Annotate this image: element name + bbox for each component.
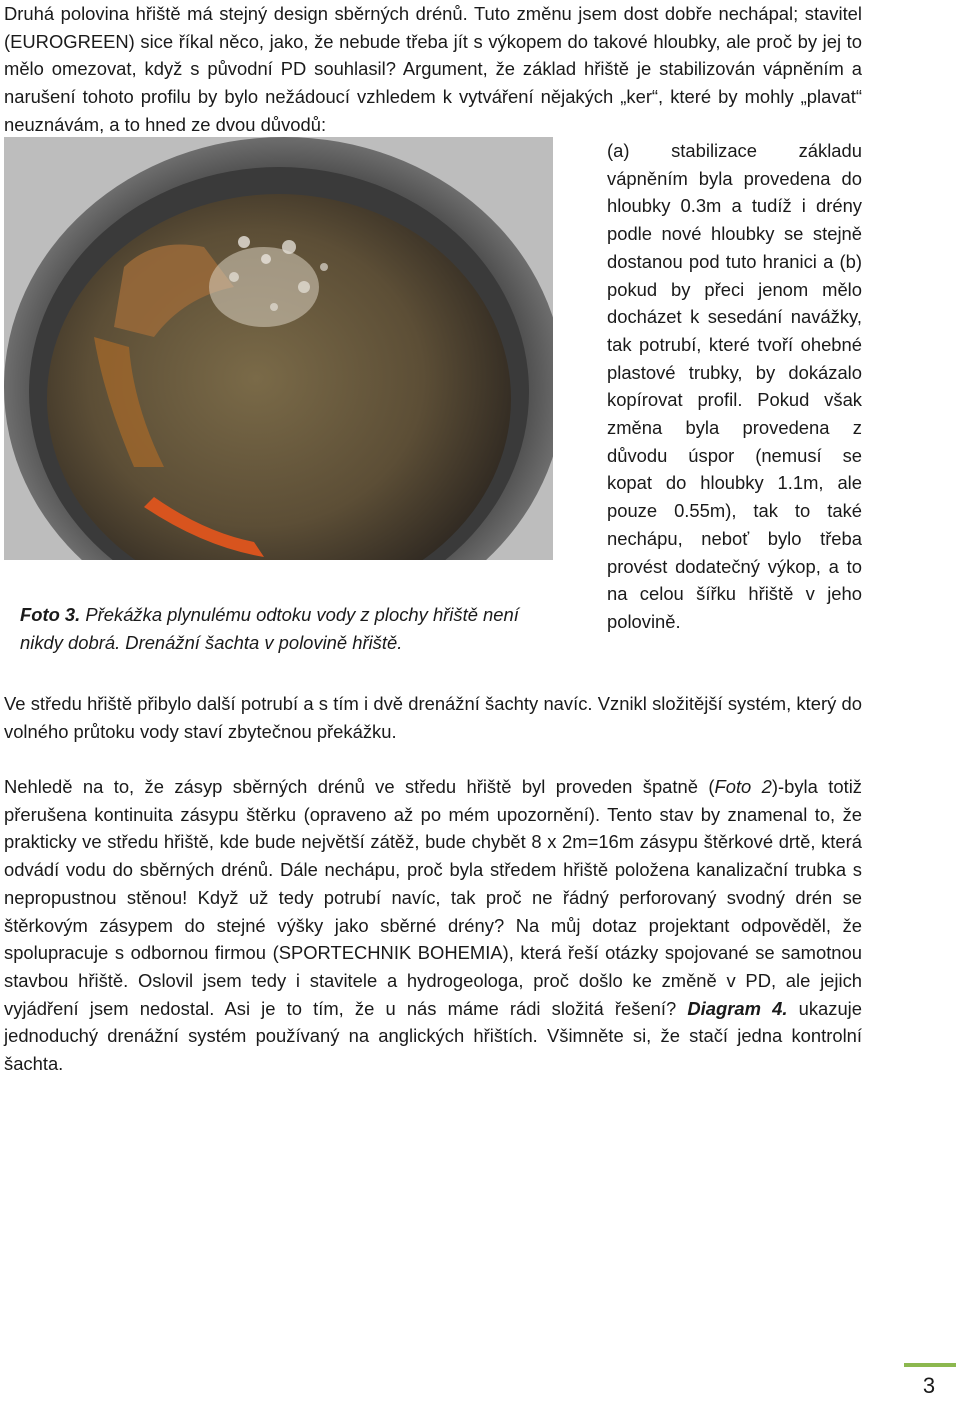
final-paragraph (4, 773, 862, 1078)
diagram-4-reference: Diagram 4. (687, 997, 788, 1019)
foto-2-reference: Foto 2 (714, 776, 772, 797)
caption-text: Překážka plynulému odtoku vody z plochy hřiště není nikdy dobrá. Drenážní šachta v polovině hřiště. (20, 604, 519, 653)
photo-caption (20, 601, 560, 657)
page-number: 3 (922, 1373, 936, 1398)
final-paragraph-text-3: ukazuje jednoduchý drenážní systém používaný na anglických hřištích. Všimněte si, že stačí jedna kontrolní šachta. (4, 997, 862, 1075)
photo-drainage-shaft-image (4, 137, 553, 560)
final-paragraph-text-1: Nehledě na to, že zásyp sběrných drénů ve středu hřiště byl proveden špatně ( (4, 776, 715, 797)
middle-paragraph: Ve středu hřiště přibylo další potrubí a s tím i dvě drenážní šachty navíc. Vznikl složitější systém, který do volného průtoku vody staví zbytečnou překážku. (4, 693, 862, 742)
caption-label: Foto 3. (20, 604, 81, 625)
side-column-text: (a) stabilizace základu vápněním byla provedena do hloubky 0.3m a tudíž i drény podle nové hloubky se stejně dostanou pod tuto hranici a (b) pokud by přeci jenom mělo docházet k sesedání navážky, tak potrubí, které tvoří ohebné plastové trubky, by dokázalo kopírovat profil. Pokud však změna byla provedena z důvodu úspor (nemusí se kopat do hloubky 1.1m, ale pouze 0.55m), tak to také nechápu, neboť bylo třeba provést dodatečný výkop, a to na celou šířku hřiště v jeho polovině. (607, 140, 862, 632)
photo-drainage-shaft (4, 137, 553, 560)
final-paragraph-text-2: )-byla totiž přerušena kontinuita zásypu štěrku (opraveno až po mém upozornění). Tento stav by znamenal to, že prakticky ve středu hřiště, kde bude největší zátěž, bude chybět 8 x 2m=16m zásypu štěrkové drtě, která odvádí vodu do sběrných drénů. Dále nechápu, proč byla středem hřiště položena kanalizační trubka s nepropustnou stěnou! Když už tedy potrubí navíc, tak proč ne řádný perforovaný svodný drén se štěrkovým zásypem do stejné výšky jako sběrné drény? Na můj dotaz projektant odpověděl, že spolupracuje s odbornou firmou (SPORTECHNIK BOHEMIA), která řeší otázky spojované se samotnou stavbou hřiště. Oslovil jsem tedy i stavitele a hydrogeologa, proč došlo ke změně v PD, ale jejich vyjádření jsem nedostal. Asi je to tím, že u nás máme rádi složitá řešení? (4, 776, 862, 1019)
intro-paragraph: Druhá polovina hřiště má stejný design sběrných drénů. Tuto změnu jsem dost dobře nechápal; stavitel (EUROGREEN) sice říkal něco, jako, že nebude třeba jít s výkopem do takové hloubky, ale proč by jej to mělo omezovat, když s původní PD souhlasil? Argument, že základ hřiště je stabilizován vápněním a narušení tohoto profilu by bylo nežádoucí vzhledem k vytváření nějakých „ker“, které by mohly „plavat“ neuznávám, a to hned ze dvou důvodů: (4, 3, 862, 135)
page-number-rule (904, 1363, 956, 1367)
